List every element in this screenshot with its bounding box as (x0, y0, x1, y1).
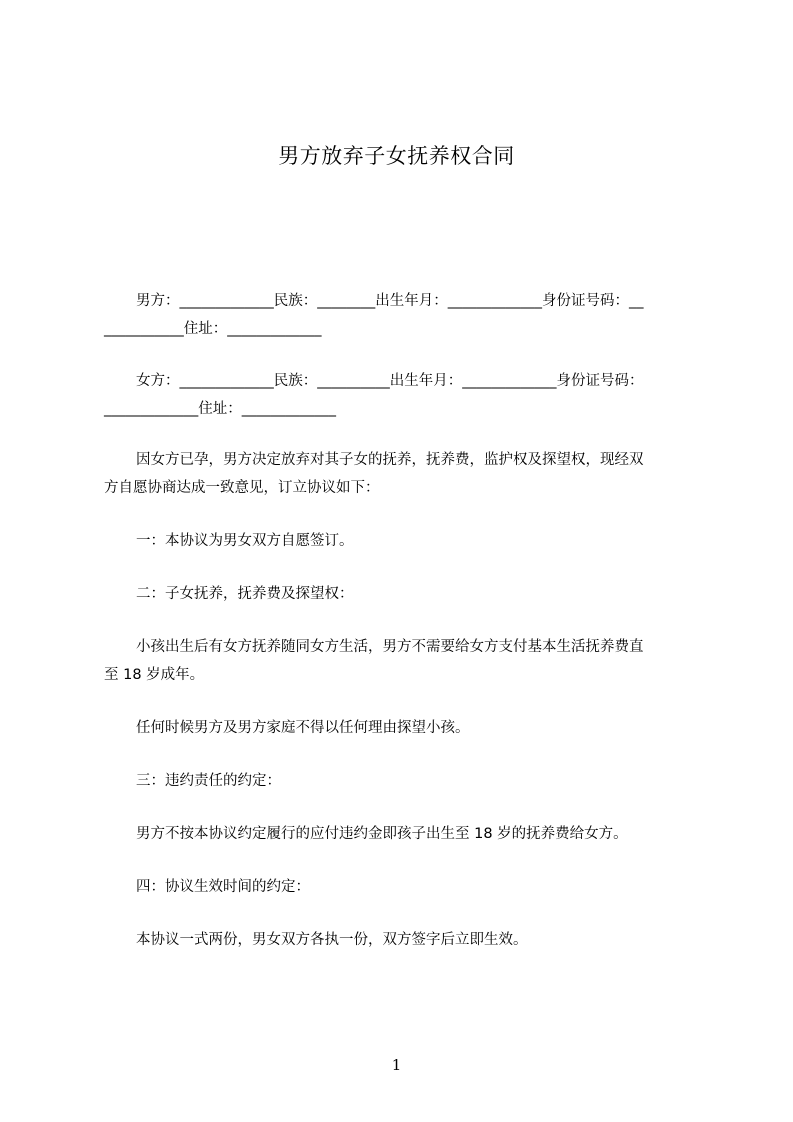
preamble-line-1: 因女方已孕，男方决定放弃对其子女的抚养，抚养费，监护权及探望权，现经双 (136, 452, 644, 468)
clause-2-visitation-text: 任何时候男方及男方家庭不得以任何理由探望小孩。 (136, 720, 470, 736)
clause-3-paragraph (104, 820, 704, 848)
preamble-paragraph (104, 446, 704, 502)
clause-4-heading (104, 873, 704, 901)
male-party-line-1: 男方：_____________民族：________出生年月：_____________身份证号码：__ (136, 293, 644, 309)
clause-3-heading-text: 三：违约责任的约定： (136, 773, 281, 789)
male-party-info (104, 287, 704, 343)
female-party-line-2: _____________住址：_____________ (104, 401, 336, 417)
female-party-info (104, 367, 704, 423)
preamble-line-2: 方自愿协商达成一致意见，订立协议如下： (104, 480, 380, 496)
clause-2-heading (104, 580, 704, 608)
clause-2-line-2: 至 18 岁成年。 (104, 667, 205, 683)
clause-1-text: 一：本协议为男女双方自愿签订。 (136, 533, 354, 549)
clause-3-text: 男方不按本协议约定履行的应付违约金即孩子出生至 18 岁的抚养费给女方。 (136, 826, 628, 842)
clause-2-line-1: 小孩出生后有女方抚养随同女方生活，男方不需要给女方支付基本生活抚养费直 (136, 639, 644, 655)
clause-4-heading-text: 四：协议生效时间的约定： (136, 879, 310, 895)
clause-2-paragraph (104, 633, 704, 689)
page-number: 1 (391, 1056, 402, 1074)
clause-3-heading (104, 767, 704, 795)
clause-4-paragraph (104, 926, 704, 954)
clause-4-text: 本协议一式两份，男女双方各执一份，双方签字后立即生效。 (136, 932, 528, 948)
document-title: 男方放弃子女抚养权合同 (278, 144, 515, 168)
clause-2-heading-text: 二：子女抚养，抚养费及探望权： (136, 586, 354, 602)
clause-2-visitation (104, 714, 704, 742)
clause-1 (104, 527, 704, 555)
female-party-line-1: 女方：_____________民族：__________出生年月：_____________身份证号码： (136, 373, 644, 389)
male-party-line-2: ___________住址：_____________ (104, 321, 322, 337)
